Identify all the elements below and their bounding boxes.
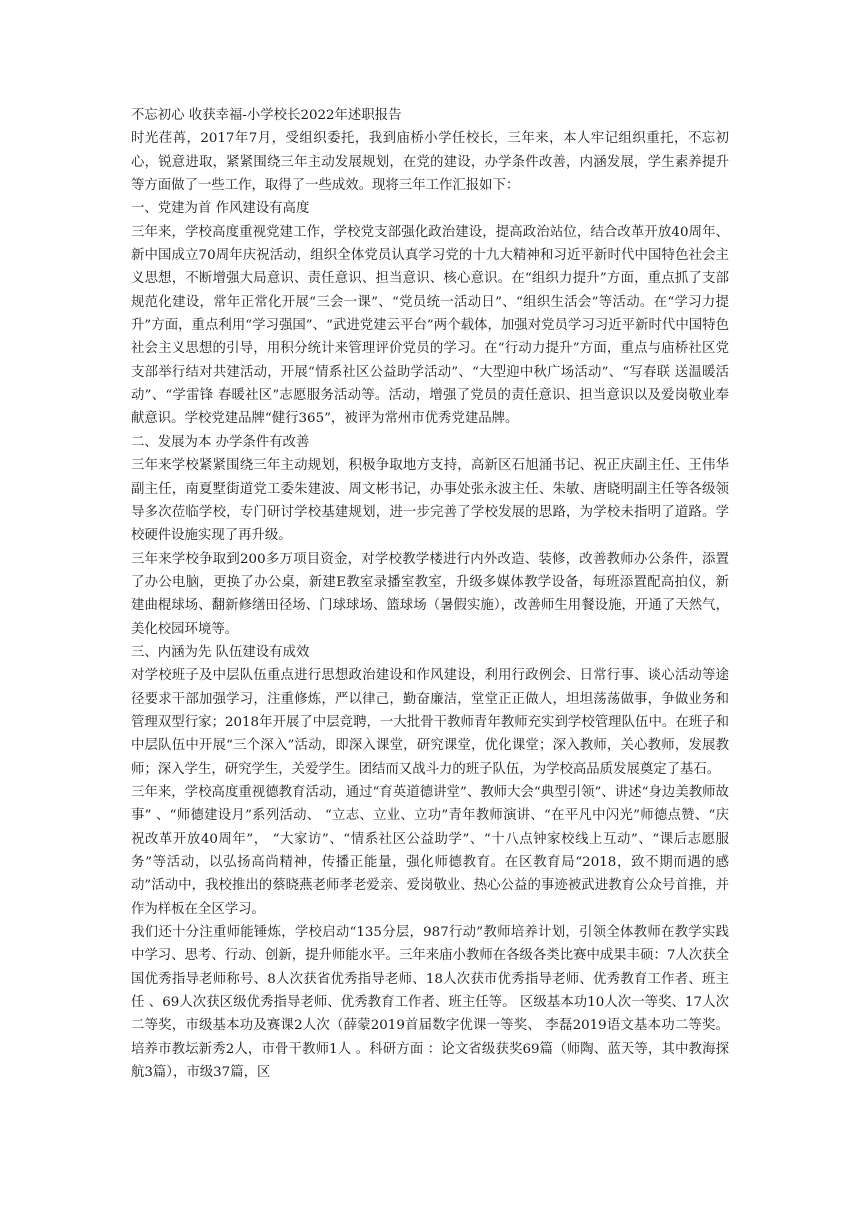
paragraph-teacher-skills: 我们还十分注重师能锤炼，学校启动“135分层，987行动”教师培养计划，引领全体教师在教学实践中学习、思考、行动、创新，提升师能水平。三年来庙小教师在各级各类比赛中成果丰硕：7人次获全国优秀指导老师称号、8人次获省优秀指导老师、18人次获市优秀指导老师、优秀教育工作者、班主任 、69人次获区级优秀指导老师、优秀教育工作者、班主任等。 区级基本功10人次一等奖、17人次二等奖，市级基本功及赛课2人次（薛蒙2019首届数字优课一等奖、 李磊2019语文基本功二等奖。培养市教坛新秀2人，市骨干教师1人 。科研方面 ：论文省级获奖69篇（师陶、蓝天等，其中教海探航3篇），市级37篇，区 [131, 925, 729, 1081]
paragraph-development-planning: 三年来学校紧紧围绕三年主动规划，积极争取地方支持，高新区石旭涌书记、祝正庆副主任、王伟华副主任，南夏墅街道党工委朱建波、周文彬书记，办事处张永波主任、朱敏、唐晓明副主任等各级领导多次莅临学校，专门研讨学校基建规划，进一步完善了学校发展的思路，为学校未指明了道路。学校硬件设施实现了再升级。 [131, 458, 729, 544]
paragraph-teacher-ethics: 三年来，学校高度重视德教育活动，通过“育英道德讲堂”、教师大会“典型引领”、讲述“身边美教师故事” 、“师德建设月”系列活动、 “立志、立业、立功”青年教师演讲、“在平凡中闪光”师德点赞、“庆祝改革开放40周年”， “大家访”、“情系社区公益助学”、“十八点钟家校线上互动”、“课后志愿服务”等活动，以弘扬高尚精神，传播正能量，强化师德教育。在区教育局“2018，致不期而遇的感动”活动中，我校推出的蔡晓燕老师孝老爱亲、爱岗敬业、热心公益的事迹被武进教育公众号首推，并作为样板在全区学习。 [131, 784, 729, 917]
section-heading-party-building: 一、党建为首 作风建设有高度 [131, 201, 310, 217]
section-heading-team-building: 三、内涵为先 队伍建设有成效 [131, 644, 310, 660]
paragraph-intro: 时光荏苒，2017年7月，受组织委托，我到庙桥小学任校长，三年来，本人牢记组织重托，不忘初心，锐意进取，紧紧围绕三年主动发展规划，在党的建设，办学条件改善，内涵发展，学生素养提升等方面做了一些工作，取得了一些成效。现将三年工作汇报如下： [131, 131, 729, 194]
report-title: 不忘初心 收获幸福-小学校长2022年述职报告 [131, 108, 402, 123]
section-heading-development: 二、发展为本 办学条件有改善 [131, 434, 310, 450]
paragraph-development-funding: 三年来学校争取到200多万项目资金，对学校教学楼进行内外改造、装修，改善教师办公条件，添置了办公电脑，更换了办公桌，新建E教室录播室教室，升级多媒体教学设备，每班添置配高拍仪，新建曲棍球场、翻新修缮田径场、门球球场、篮球场（暑假实施），改善师生用餐设施，开通了天然气，美化校园环境等。 [131, 551, 729, 637]
paragraph-leadership-team: 对学校班子及中层队伍重点进行思想政治建设和作风建设，利用行政例会、日常行事、谈心活动等途径要求干部加强学习，注重修炼，严以律己，勤奋廉洁，堂堂正正做人，坦坦荡荡做事，争做业务和管理双型行家；2018年开展了中层竞聘，一大批骨干教师青年教师充实到学校管理队伍中。在班子和中层队伍中开展“三个深入”活动，即深入课堂，研究课堂，优化课堂；深入教师，关心教师，发展教师；深入学生，研究学生，关爱学生。团结而又战斗力的班子队伍，为学校高品质发展奠定了基石。 [131, 668, 729, 777]
paragraph-party-building: 三年来，学校高度重视党建工作，学校党支部强化政治建设，提高政治站位，结合改革开放40周年、新中国成立70周年庆祝活动，组织全体党员认真学习党的十九大精神和习近平新时代中国特色社会主义思想，不断增强大局意识、责任意识、担当意识、核心意识。在“组织力提升”方面，重点抓了支部规范化建设，常年正常化开展“三会一课”、“党员统一活动日”、“组织生活会”等活动。在“学习力提升”方面，重点利用“学习强国”、“武进党建云平台”两个载体，加强对党员学习习近平新时代中国特色社会主义思想的引导，用积分统计来管理评价党员的学习。在“行动力提升”方面，重点与庙桥社区党支部举行结对共建活动，开展“情系社区公益助学活动”、“大型迎中秋广场活动”、“写春联 送温暖活动”、“学雷锋 春暖社区”志愿服务活动等。活动，增强了党员的责任意识、担当意识以及爱岗敬业奉献意识。学校党建品牌“健行365”，被评为常州市优秀党建品牌。 [131, 224, 729, 427]
report-document [131, 104, 729, 1084]
